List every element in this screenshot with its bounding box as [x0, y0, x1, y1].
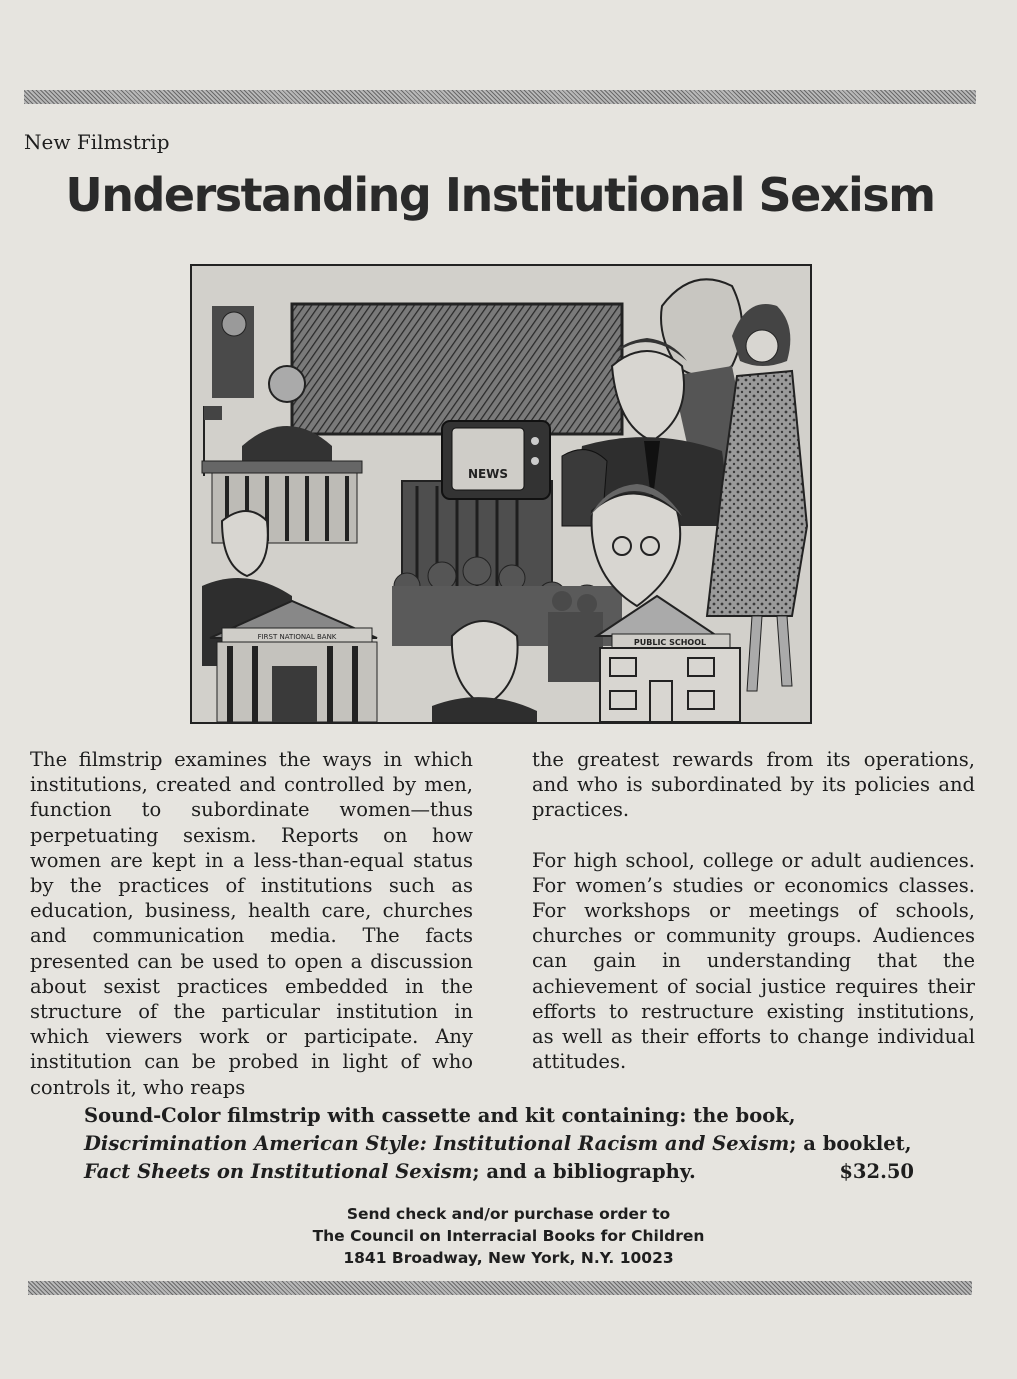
bottom-divider-rule [28, 1281, 972, 1295]
order-instruction: Send check and/or purchase order to [346, 1205, 671, 1223]
description-paragraph: The filmstrip examines the ways in which institutions, created and controlled by men, function to subordinate women—thus perpetuating sexism. Reports on how women are kept in a less-than-equal status by the practices of institutions such as education, business, health care, churches and communication media. The facts presented can be used to open a discussion about sexist practices embedded in the structure of the particular institution in which viewers work or participate. Any institution can be probed in light of who controls it, who reaps [30, 748, 473, 1099]
order-address-block [0, 1203, 1017, 1269]
kit-mid-text: ; a booklet, [789, 1132, 912, 1155]
school-sign-label: PUBLIC SCHOOL [633, 638, 707, 647]
organization-name: The Council on Interracial Books for Children [312, 1227, 705, 1245]
tv-news-label: NEWS [467, 467, 509, 481]
kit-lead-text: Sound-Color filmstrip with cassette and kit containing: the book, [84, 1104, 796, 1127]
kit-tail-text: ; and a bibliography. [472, 1160, 696, 1183]
audience-paragraph: For high school, college or adult audiences. For women’s studies or economics classes. For workshops or meetings of schools, churches or community groups. Audiences can gain in understanding that the achievement of social justice requires their efforts to restructure existing institutions, as well as their efforts to change individual attitudes. [532, 848, 975, 1074]
bank-sign-label: FIRST NATIONAL BANK [257, 633, 337, 641]
description-left-column [30, 747, 473, 1100]
kit-contents-block [84, 1102, 914, 1186]
kicker-label: New Filmstrip [24, 130, 170, 154]
price-label: $32.50 [839, 1160, 914, 1183]
page-title: Understanding Institutional Sexism [65, 168, 935, 222]
description-paragraph-continued: the greatest rewards from its operations, and who is subordinated by its policies and practices. [532, 748, 975, 822]
description-right-column [532, 747, 975, 1074]
booklet-title: Fact Sheets on Institutional Sexism [84, 1160, 473, 1183]
filmstrip-collage-illustration [190, 264, 812, 724]
top-divider-rule [24, 90, 976, 104]
book-title: Discrimination American Style: Institutional Racism and Sexism [84, 1132, 790, 1155]
organization-address: 1841 Broadway, New York, N.Y. 10023 [343, 1249, 674, 1267]
